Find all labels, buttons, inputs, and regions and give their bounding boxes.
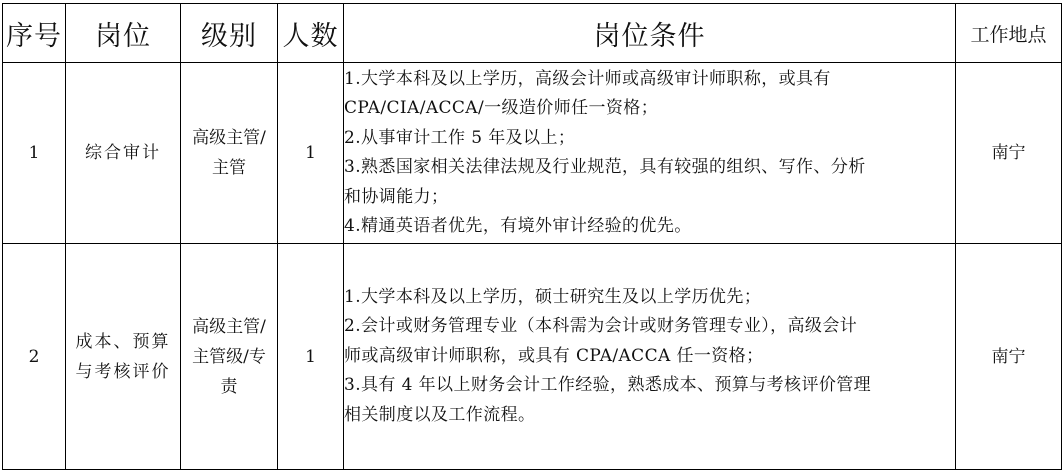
header-row xyxy=(3,4,1062,63)
level-line: 主管级/专 xyxy=(192,346,266,367)
requirement-line: 和协调能力； xyxy=(344,186,449,207)
header-position: 岗位 xyxy=(66,4,181,63)
table-row xyxy=(3,63,1062,244)
requirement-line: 师或高级审计师职称，或具有 CPA/ACCA 任一资格； xyxy=(344,345,764,366)
requirement-line: 2.从事审计工作 5 年及以上； xyxy=(344,127,576,148)
cell-requirements xyxy=(344,63,956,244)
requirement-line: 4.精通英语者优先，有境外审计经验的优先。 xyxy=(344,216,692,236)
requirement-line: 2.会计或财务管理专业（本科需为会计或财务管理专业），高级会计 xyxy=(344,316,858,337)
requirement-line: 3.熟悉国家相关法律法规及行业规范，具有较强的组织、写作、分析 xyxy=(344,157,866,177)
job-requirements-table xyxy=(2,3,1062,470)
header-count: 人数 xyxy=(278,4,344,63)
cell-level xyxy=(181,244,278,470)
cell-index: 2 xyxy=(3,244,66,470)
level-line: 高级主管/ xyxy=(192,128,266,148)
cell-location: 南宁 xyxy=(956,63,1062,244)
requirement-line: 相关制度以及工作流程。 xyxy=(344,404,536,425)
requirement-line: 1.大学本科及以上学历，高级会计师或高级审计师职称，或具有 xyxy=(344,68,831,89)
requirement-line: 3.具有 4 年以上财务会计工作经验，熟悉成本、预算与考核评价管理 xyxy=(344,375,872,396)
cell-requirements xyxy=(344,244,956,470)
header-index: 序号 xyxy=(3,4,66,63)
table-row xyxy=(3,244,1062,470)
cell-level xyxy=(181,63,278,244)
level-line: 高级主管/ xyxy=(192,316,266,337)
requirement-line: CPA/CIA/ACCA/一级造价师任一资格； xyxy=(344,98,659,118)
cell-location: 南宁 xyxy=(956,244,1062,470)
header-location: 工作地点 xyxy=(956,4,1062,63)
level-line: 责 xyxy=(220,376,238,397)
level-line: 主管 xyxy=(212,158,246,178)
requirement-line: 1.大学本科及以上学历，硕士研究生及以上学历优先； xyxy=(344,286,762,307)
cell-index: 1 xyxy=(3,63,66,244)
position-line: 成本、预算 xyxy=(75,331,171,352)
position-line: 与考核评价 xyxy=(75,361,171,382)
cell-count: 1 xyxy=(278,63,344,244)
header-level: 级别 xyxy=(181,4,278,63)
header-requirements: 岗位条件 xyxy=(344,4,956,63)
cell-position xyxy=(66,244,181,470)
cell-position: 综合审计 xyxy=(66,63,181,244)
cell-count: 1 xyxy=(278,244,344,470)
